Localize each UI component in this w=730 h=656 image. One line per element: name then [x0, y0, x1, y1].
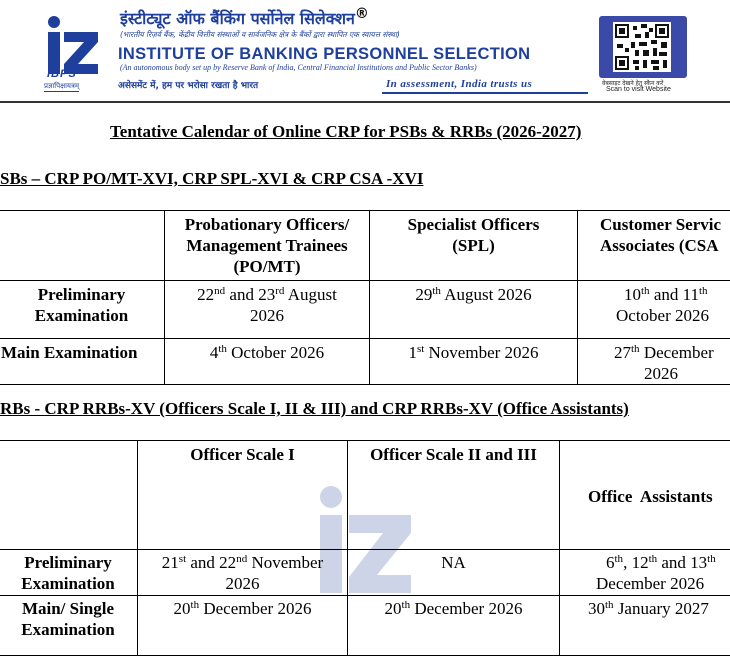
date-cell: 27th December 2026	[578, 339, 730, 385]
org-name-english: INSTITUTE OF BANKING PERSONNEL SELECTION	[118, 45, 530, 64]
org-subtitle-english: (An autonomous body set up by Reserve Bank of India, Central Financial Institutions and Public Sector Banks)	[120, 63, 477, 72]
date-cell: 29th August 2026	[370, 281, 578, 339]
letterhead	[0, 0, 730, 100]
column-header-office-assistants: Office Assistants	[560, 441, 730, 550]
logo-wordmark: IBPS	[47, 68, 77, 80]
column-header-spl: Specialist Officers (SPL)	[370, 211, 578, 281]
date-cell: NA	[348, 550, 560, 596]
qr-code[interactable]	[599, 16, 687, 78]
table-row	[0, 281, 730, 339]
table-header-row	[0, 441, 730, 550]
column-header-officer-scale-1: Officer Scale I	[138, 441, 348, 550]
row-label-preliminary: Preliminary Examination	[0, 281, 165, 339]
qr-code-icon	[613, 22, 671, 72]
logo-tagline: प्रज्ञापिक्षायत्रम्	[44, 82, 79, 92]
org-name-hindi: इंस्टीट्यूट ऑफ बैंकिंग पर्सोनेल सिलेक्शन®	[120, 6, 369, 29]
org-subtitle-hindi: (भारतीय रिज़र्व बैंक, केंद्रीय वित्तीय संस्थाओं व सार्वजनिक क्षेत्र के बैंकों द्वारा स्थापित एक स्वायत्त संस्था)	[120, 30, 400, 40]
table-row	[0, 550, 730, 596]
table-header-row	[0, 211, 730, 281]
date-cell: 21st and 22nd November 2026	[138, 550, 348, 596]
date-cell: 4th October 2026	[165, 339, 370, 385]
date-cell: 6th, 12th and 13th December 2026	[560, 550, 730, 596]
date-cell: 30th January 2027	[560, 596, 730, 656]
header-divider	[0, 101, 730, 103]
table-row	[0, 339, 730, 385]
date-cell: 20th December 2026	[138, 596, 348, 656]
qr-caption-english: Scan to visit Website	[606, 86, 671, 93]
table-row	[0, 596, 730, 656]
qr-caption-hindi: वेबसाइट देखने हेतु स्कैन करें	[602, 79, 663, 87]
column-header-po-mt: Probationary Officers/ Management Trainees (PO/MT)	[165, 211, 370, 281]
motto-underline	[382, 92, 588, 94]
column-header-csa: Customer Servic Associates (CSA	[578, 211, 730, 281]
motto-english: In assessment, India trusts us	[386, 78, 532, 90]
section-title-psb: SBs – CRP PO/MT-XVI, CRP SPL-XVI & CRP CSA -XVI	[0, 169, 423, 189]
column-header-officer-scale-2-3: Officer Scale II and III	[348, 441, 560, 550]
date-cell: 1st November 2026	[370, 339, 578, 385]
header-empty-cell	[0, 441, 138, 550]
rrb-calendar-table	[0, 440, 730, 656]
row-label-main-single: Main/ Single Examination	[0, 596, 138, 656]
row-label-main: Main Examination	[0, 339, 165, 385]
date-cell: 10th and 11th October 2026	[578, 281, 730, 339]
date-cell: 22nd and 23rd August 2026	[165, 281, 370, 339]
header-empty-cell	[0, 211, 165, 281]
section-title-rrb: RBs - CRP RRBs-XV (Officers Scale I, II & III) and CRP RRBs-XV (Office Assistants)	[0, 399, 629, 419]
document-title: Tentative Calendar of Online CRP for PSBs & RRBs (2026-2027)	[110, 122, 581, 142]
registered-mark: ®	[355, 6, 369, 22]
motto-hindi: असेसमेंट में, हम पर भरोसा रखता है भारत	[118, 78, 258, 91]
date-cell: 20th December 2026	[348, 596, 560, 656]
row-label-preliminary: Preliminary Examination	[0, 550, 138, 596]
psb-calendar-table	[0, 210, 730, 385]
